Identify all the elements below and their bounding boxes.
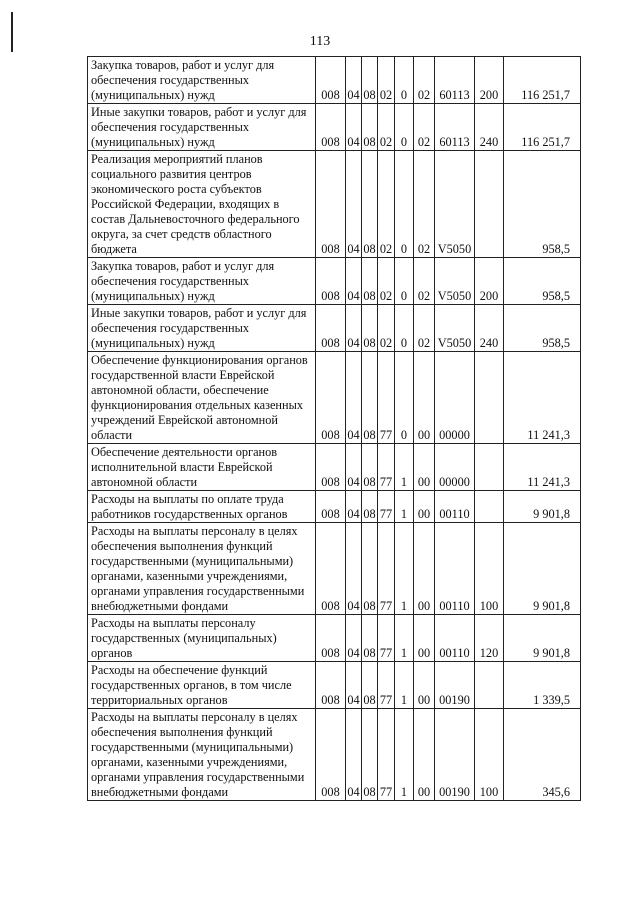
row-amount: 345,6: [504, 709, 581, 801]
row-direction-code: 00190: [435, 662, 475, 709]
row-section: 04: [346, 444, 362, 491]
row-name: Расходы на обеспечение функций государственных органов, в том числе территориальных органов: [88, 662, 316, 709]
row-amount: 958,5: [504, 258, 581, 305]
table-row: [88, 491, 581, 523]
row-subsection: 08: [362, 491, 378, 523]
row-ministry-code: 008: [316, 57, 346, 104]
table-row: [88, 305, 581, 352]
row-subsection: 08: [362, 151, 378, 258]
page-number: 113: [309, 34, 331, 49]
row-amount: 116 251,7: [504, 104, 581, 151]
row-program: 02: [378, 258, 395, 305]
table-row: [88, 523, 581, 615]
row-expense-type: [475, 444, 504, 491]
row-expense-type: 240: [475, 305, 504, 352]
row-section: 04: [346, 57, 362, 104]
row-ministry-code: 008: [316, 352, 346, 444]
row-ministry-code: 008: [316, 615, 346, 662]
row-expense-type: 100: [475, 523, 504, 615]
row-subsection: 08: [362, 444, 378, 491]
row-direction-code: 00000: [435, 444, 475, 491]
row-subprogram: 1: [395, 709, 414, 801]
table-row: [88, 615, 581, 662]
row-subprogram: 0: [395, 352, 414, 444]
budget-table: [87, 56, 581, 801]
row-amount: 11 241,3: [504, 444, 581, 491]
row-direction-code: 00110: [435, 491, 475, 523]
row-amount: 958,5: [504, 305, 581, 352]
row-subprogram: 1: [395, 615, 414, 662]
row-expense-type: [475, 491, 504, 523]
row-expense-type: [475, 352, 504, 444]
row-subsection: 08: [362, 57, 378, 104]
row-subsection: 08: [362, 615, 378, 662]
row-expense-type: [475, 662, 504, 709]
row-ministry-code: 008: [316, 662, 346, 709]
row-name: Расходы на выплаты персоналу в целях обеспечения выполнения функций государственными (муниципальными) органами, казенными учреждениями, органами управления государственными внебюджетными фондами: [88, 523, 316, 615]
row-name: Реализация мероприятий планов социального развития центров экономического роста субъектов Российской Федерации, входящих в состав Дальневосточного федерального округа, за счет средств областного бюджета: [88, 151, 316, 258]
row-subprogram: 1: [395, 662, 414, 709]
row-expense-type: 200: [475, 258, 504, 305]
row-expense-type: 200: [475, 57, 504, 104]
row-direction-code: V5050: [435, 258, 475, 305]
row-amount: 9 901,8: [504, 523, 581, 615]
row-event: 02: [414, 104, 435, 151]
row-name: Закупка товаров, работ и услуг для обеспечения государственных (муниципальных) нужд: [88, 57, 316, 104]
row-program: 77: [378, 352, 395, 444]
row-subprogram: 1: [395, 491, 414, 523]
row-direction-code: 60113: [435, 104, 475, 151]
row-expense-type: [475, 151, 504, 258]
row-ministry-code: 008: [316, 258, 346, 305]
table-row: [88, 709, 581, 801]
row-subprogram: 0: [395, 104, 414, 151]
row-name: Закупка товаров, работ и услуг для обеспечения государственных (муниципальных) нужд: [88, 258, 316, 305]
row-event: 00: [414, 352, 435, 444]
row-program: 77: [378, 615, 395, 662]
row-ministry-code: 008: [316, 491, 346, 523]
row-expense-type: 120: [475, 615, 504, 662]
row-subprogram: 0: [395, 151, 414, 258]
row-amount: 9 901,8: [504, 615, 581, 662]
row-subsection: 08: [362, 662, 378, 709]
row-name: Обеспечение функционирования органов государственной власти Еврейской автономной области, обеспечение функционирования отдельных казенных учреждений Еврейской автономной области: [88, 352, 316, 444]
row-event: 02: [414, 305, 435, 352]
row-program: 77: [378, 709, 395, 801]
row-program: 02: [378, 151, 395, 258]
table-row: [88, 444, 581, 491]
row-direction-code: V5050: [435, 305, 475, 352]
row-event: 02: [414, 57, 435, 104]
row-direction-code: V5050: [435, 151, 475, 258]
row-program: 77: [378, 523, 395, 615]
row-program: 02: [378, 57, 395, 104]
row-direction-code: 00190: [435, 709, 475, 801]
row-section: 04: [346, 305, 362, 352]
row-section: 04: [346, 352, 362, 444]
row-section: 04: [346, 709, 362, 801]
row-subprogram: 1: [395, 523, 414, 615]
row-event: 02: [414, 258, 435, 305]
row-event: 02: [414, 151, 435, 258]
row-program: 77: [378, 491, 395, 523]
row-event: 00: [414, 444, 435, 491]
row-ministry-code: 008: [316, 709, 346, 801]
row-event: 00: [414, 523, 435, 615]
row-event: 00: [414, 662, 435, 709]
row-section: 04: [346, 151, 362, 258]
row-section: 04: [346, 523, 362, 615]
row-direction-code: 00110: [435, 615, 475, 662]
budget-rows: [88, 57, 581, 801]
row-direction-code: 00000: [435, 352, 475, 444]
table-row: [88, 104, 581, 151]
row-event: 00: [414, 709, 435, 801]
row-subprogram: 1: [395, 444, 414, 491]
row-program: 77: [378, 662, 395, 709]
table-row: [88, 352, 581, 444]
row-section: 04: [346, 491, 362, 523]
row-name: Расходы на выплаты персоналу государственных (муниципальных) органов: [88, 615, 316, 662]
row-name: Расходы на выплаты персоналу в целях обеспечения выполнения функций государственными (муниципальными) органами, казенными учреждениями, органами управления государственными внебюджетными фондами: [88, 709, 316, 801]
row-amount: 958,5: [504, 151, 581, 258]
row-ministry-code: 008: [316, 523, 346, 615]
row-ministry-code: 008: [316, 151, 346, 258]
row-subsection: 08: [362, 104, 378, 151]
row-program: 02: [378, 104, 395, 151]
row-event: 00: [414, 491, 435, 523]
row-ministry-code: 008: [316, 444, 346, 491]
table-row: [88, 258, 581, 305]
row-name: Иные закупки товаров, работ и услуг для обеспечения государственных (муниципальных) нужд: [88, 104, 316, 151]
row-subsection: 08: [362, 305, 378, 352]
row-subprogram: 0: [395, 305, 414, 352]
row-ministry-code: 008: [316, 305, 346, 352]
row-subsection: 08: [362, 352, 378, 444]
row-event: 00: [414, 615, 435, 662]
row-section: 04: [346, 662, 362, 709]
row-amount: 116 251,7: [504, 57, 581, 104]
row-name: Обеспечение деятельности органов исполнительной власти Еврейской автономной области: [88, 444, 316, 491]
row-program: 77: [378, 444, 395, 491]
row-name: Расходы на выплаты по оплате труда работников государственных органов: [88, 491, 316, 523]
table-row: [88, 662, 581, 709]
row-subsection: 08: [362, 523, 378, 615]
table-row: [88, 151, 581, 258]
row-ministry-code: 008: [316, 104, 346, 151]
row-expense-type: 100: [475, 709, 504, 801]
row-name: Иные закупки товаров, работ и услуг для обеспечения государственных (муниципальных) нужд: [88, 305, 316, 352]
row-section: 04: [346, 104, 362, 151]
row-program: 02: [378, 305, 395, 352]
row-amount: 1 339,5: [504, 662, 581, 709]
row-expense-type: 240: [475, 104, 504, 151]
row-subprogram: 0: [395, 57, 414, 104]
row-amount: 11 241,3: [504, 352, 581, 444]
row-amount: 9 901,8: [504, 491, 581, 523]
row-direction-code: 60113: [435, 57, 475, 104]
row-subprogram: 0: [395, 258, 414, 305]
table-row: [88, 57, 581, 104]
row-section: 04: [346, 615, 362, 662]
row-subsection: 08: [362, 258, 378, 305]
row-section: 04: [346, 258, 362, 305]
row-direction-code: 00110: [435, 523, 475, 615]
row-subsection: 08: [362, 709, 378, 801]
